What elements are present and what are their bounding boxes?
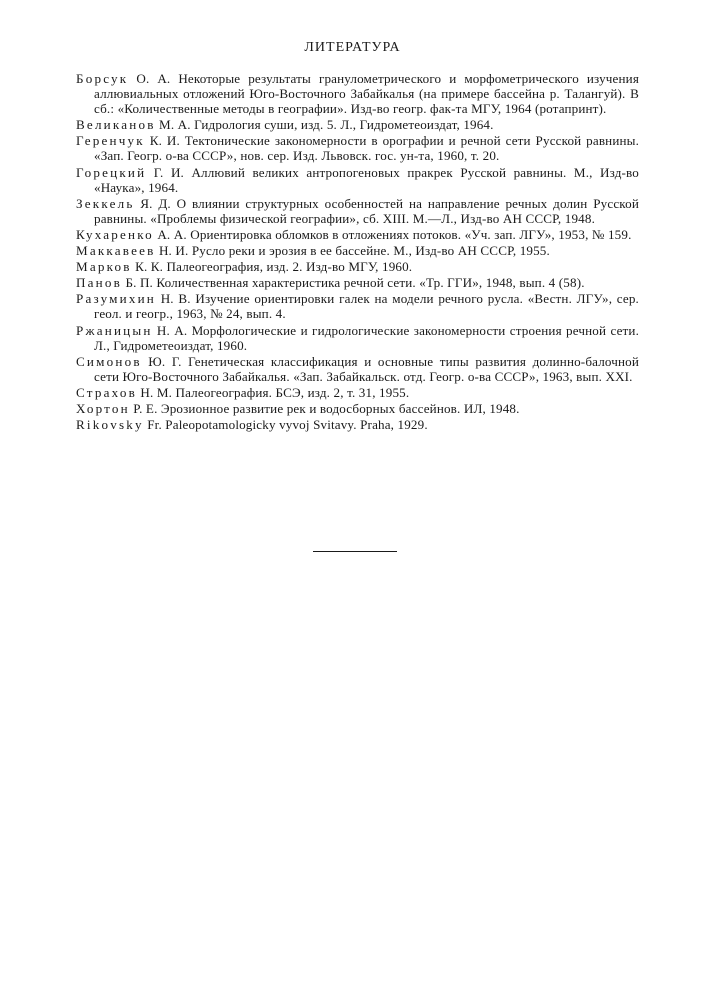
reference-author: Хортон bbox=[76, 400, 130, 416]
reference-entry bbox=[76, 385, 639, 400]
reference-author: Кухаренко bbox=[76, 226, 154, 242]
reference-entry bbox=[76, 117, 639, 132]
reference-text: Р. Е. Эрозионное развитие рек и водосборных бассейнов. ИЛ, 1948. bbox=[129, 400, 520, 416]
reference-author: Симонов bbox=[76, 353, 142, 369]
reference-author: Борсук bbox=[76, 71, 129, 86]
end-rule-divider bbox=[313, 551, 397, 552]
reference-author: Разумихин bbox=[76, 291, 157, 307]
reference-text: К. К. Палеогеография, изд. 2. Изд-во МГУ, 1960. bbox=[131, 259, 413, 275]
reference-author: Ржаницын bbox=[76, 322, 153, 338]
reference-text: Г. И. Аллювий великих антропогеновых пракрек Русской равнины. М., Изд-во «Наука», 1964. bbox=[94, 164, 639, 195]
reference-author: Геренчук bbox=[76, 133, 145, 149]
reference-entry bbox=[76, 227, 639, 242]
reference-author: Великанов bbox=[76, 117, 156, 133]
reference-text: О. А. Некоторые результаты гранулометрического и морфометрического изучения аллювиальных отложений Юго-Восточного Забайкалья (на примере бассейна р. Талангуй). В сб.: «Количественные методы в географии». Изд-во геогр. фак-та МГУ, 1964 (ротапринт). bbox=[94, 71, 639, 117]
reference-text: А. А. Ориентировка обломков в отложениях потоков. «Уч. зап. ЛГУ», 1953, № 159. bbox=[153, 226, 632, 242]
reference-entry bbox=[76, 71, 639, 116]
reference-author: Маккавеев bbox=[76, 243, 156, 259]
reference-entry bbox=[76, 275, 639, 290]
reference-entry bbox=[76, 401, 639, 416]
reference-author: Горецкий bbox=[76, 164, 147, 180]
reference-entry bbox=[76, 354, 639, 384]
reference-author: Rikovsky bbox=[76, 417, 144, 433]
reference-text: К. И. Тектонические закономерности в орографии и речной сети Русской равнины. «Зап. Геогр. о-ва СССР», нов. сер. Изд. Львовск. гос. ун-та, 1960, т. 20. bbox=[94, 133, 639, 164]
reference-author: Страхов bbox=[76, 384, 137, 400]
reference-text: Я. Д. О влиянии структурных особенностей на направление речных долин Русской равнины. «Проблемы физической географии», сб. XIII. М.—Л., Изд-во АН СССР, 1948. bbox=[94, 195, 639, 226]
reference-author: Зеккель bbox=[76, 195, 135, 211]
reference-list bbox=[76, 71, 639, 433]
reference-entry bbox=[76, 259, 639, 274]
reference-text: Н. И. Русло реки и эрозия в ее бассейне. М., Изд-во АН СССР, 1955. bbox=[155, 243, 550, 259]
reference-text: Б. П. Количественная характеристика речной сети. «Тр. ГГИ», 1948, вып. 4 (58). bbox=[122, 275, 585, 291]
reference-entry bbox=[76, 323, 639, 353]
reference-author: Марков bbox=[76, 259, 132, 275]
reference-text: Н. А. Морфологические и гидрологические закономерности строения речной сети. Л., Гидрометеоиздат, 1960. bbox=[94, 322, 639, 353]
reference-entry bbox=[76, 417, 639, 432]
reference-entry bbox=[76, 165, 639, 195]
reference-text: М. А. Гидрология суши, изд. 5. Л., Гидрометеоиздат, 1964. bbox=[155, 117, 494, 133]
reference-entry bbox=[76, 291, 639, 321]
reference-text: Fr. Paleopotamologicky vyvoj Svitavy. Praha, 1929. bbox=[143, 417, 428, 433]
reference-entry bbox=[76, 243, 639, 258]
reference-text: Н. В. Изучение ориентировки галек на модели речного русла. «Вестн. ЛГУ», сер. геол. и геогр., 1963, № 24, вып. 4. bbox=[94, 291, 639, 322]
reference-text: Ю. Г. Генетическая классификация и основные типы развития долинно-балочной сети Юго-Восточного Забайкалья. «Зап. Забайкальск. отд. Геогр. о-ва СССР», 1963, вып. XXI. bbox=[94, 353, 639, 384]
reference-author: Панов bbox=[76, 275, 123, 291]
page-heading: ЛИТЕРАТУРА bbox=[304, 40, 401, 55]
reference-text: Н. М. Палеогеография. БСЭ, изд. 2, т. 31, 1955. bbox=[136, 384, 410, 400]
reference-entry bbox=[76, 133, 639, 163]
reference-entry bbox=[76, 196, 639, 226]
